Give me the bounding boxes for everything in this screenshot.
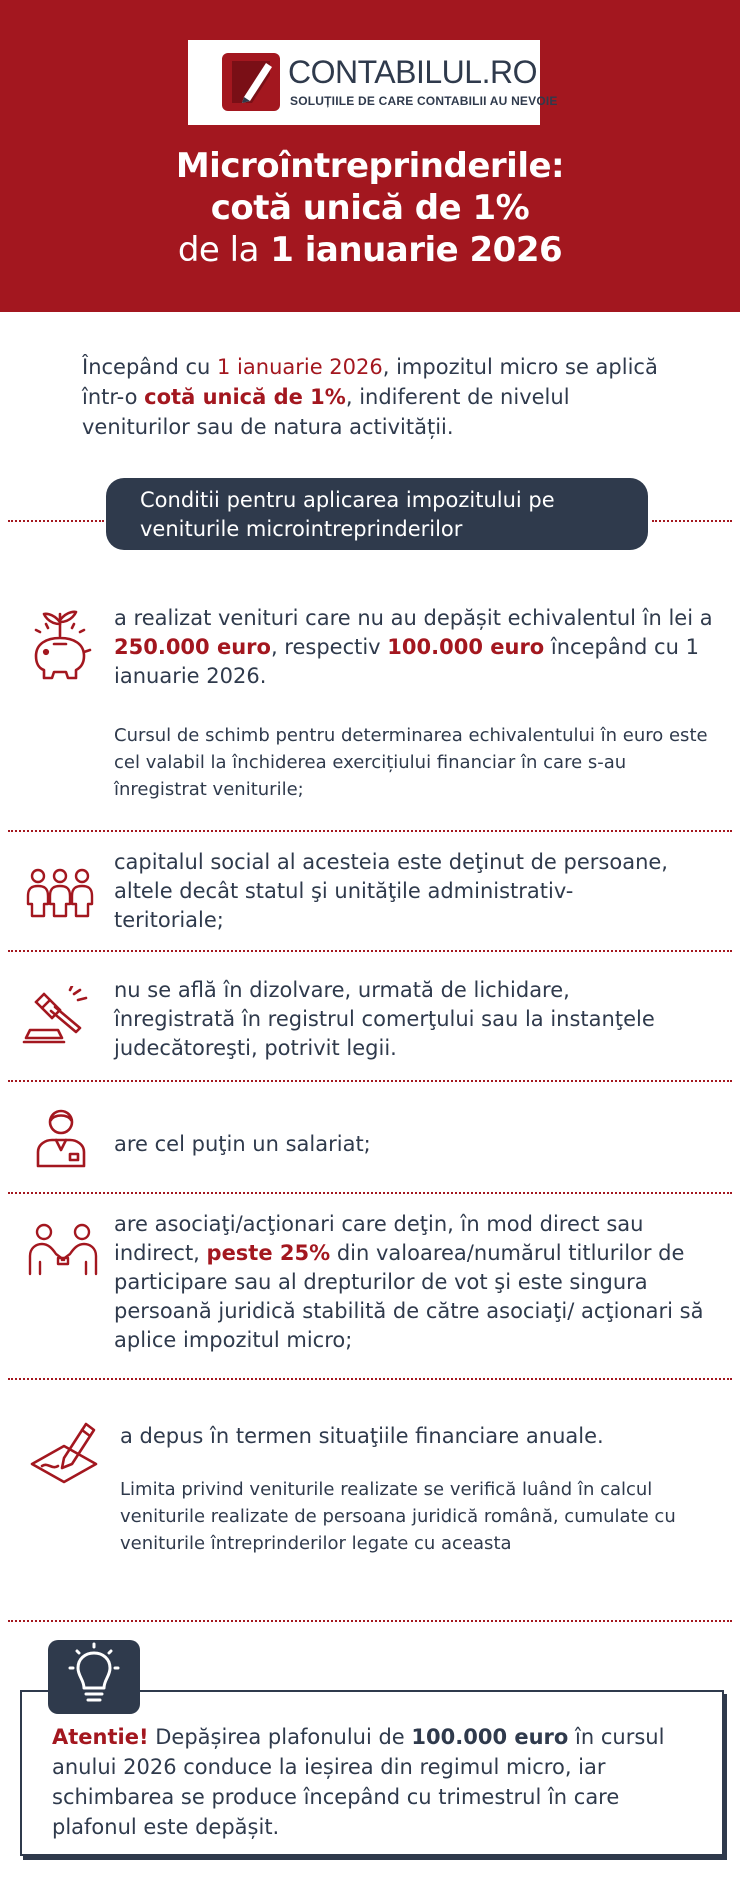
intro-text: , indiferent de nivelul veniturilor sau de natura activității. — [82, 385, 570, 439]
conditions-heading: Conditii pentru aplicarea impozitului pe veniturile microintreprinderilor — [106, 478, 648, 550]
amount-highlight: 100.000 euro — [387, 635, 545, 659]
intro-text: , impozitul micro se aplică într-o — [82, 355, 658, 409]
amount-highlight: 250.000 euro — [114, 635, 271, 659]
logo-mark-icon — [222, 53, 280, 111]
divider — [8, 950, 732, 952]
alert-body: în cursul anului 2026 conduce la ieșirea din regimul micro, iar schimbarea se produce începând cu trimestrul în care plafonul este depășit. — [52, 1725, 665, 1839]
condition-text: are asociaţi/acţionari care deţin, în mod direct sau indirect, — [114, 1212, 644, 1265]
condition-6-text: a depus în termen situaţiile financiare anuale. — [120, 1424, 604, 1448]
logo-name: CONTABILUL.RO — [288, 54, 537, 90]
alert-amount: 100.000 euro — [411, 1725, 569, 1749]
title-line-3-date: 1 ianuarie 2026 — [270, 230, 563, 270]
divider — [652, 520, 732, 522]
intro-date: 1 ianuarie 2026 — [217, 355, 383, 379]
divider — [8, 830, 732, 832]
divider — [8, 520, 104, 522]
header-banner — [0, 0, 740, 312]
title-line-3-prefix: de la — [177, 230, 259, 270]
piggy-bank-plant-icon — [24, 606, 96, 684]
condition-4-text: are cel puţin un salariat; — [114, 1132, 371, 1156]
condition-1-note: Cursul de schimb pentru determinarea echivalentului în euro este cel valabil la închiderea exercițiului financiar în care s-au înregistrat veniturile; — [114, 725, 708, 800]
intro-rate: cotă unică de 1% — [144, 385, 346, 409]
alert-label: Atentie! — [52, 1725, 149, 1749]
condition-6-note: Limita privind veniturile realizate se verifică luând în calcul veniturile realizate de persoana juridică română, cumulate cu veniturile întreprinderilor legate cu aceasta — [120, 1479, 676, 1554]
percent-highlight: peste 25% — [206, 1241, 331, 1265]
intro-paragraph — [82, 352, 682, 442]
condition-3-text: nu se află în dizolvare, urmată de lichidare, înregistrată în registrul comerţului sau la instanţele judecătoreşti, potrivit legii. — [114, 978, 655, 1060]
title-line-2: cotă unică de 1% — [210, 188, 530, 228]
people-group-icon — [24, 866, 96, 918]
employee-icon — [34, 1106, 88, 1168]
condition-text: din valoarea/numărul titlurilor de participare sau al drepturilor de vot şi este singura persoană juridică stabilită de către asociaţi/ acţionari să aplice impozitul micro; — [114, 1241, 704, 1352]
divider — [8, 1192, 732, 1194]
condition-text: , respectiv — [270, 635, 388, 659]
condition-1-text — [114, 604, 714, 691]
title-line-1: Microîntreprinderile: — [175, 146, 565, 186]
alert-badge — [48, 1640, 140, 1714]
divider — [8, 1378, 732, 1380]
alert-text — [52, 1722, 692, 1842]
alert-body: Depășirea plafonului de — [148, 1725, 412, 1749]
condition-text: a realizat venituri care nu au depășit echivalentul în lei a — [114, 606, 713, 630]
intro-text: Începând cu — [82, 355, 218, 379]
logo[interactable] — [188, 40, 558, 125]
lightbulb-icon — [48, 1640, 140, 1714]
condition-5-text — [114, 1210, 714, 1355]
gavel-icon — [22, 986, 98, 1050]
condition-text: începând cu 1 ianuarie 2026. — [114, 635, 699, 688]
divider — [8, 1620, 732, 1622]
pen-signature-icon — [28, 1418, 100, 1490]
divider — [8, 1080, 732, 1082]
logo-tagline: SOLUȚIILE DE CARE CONTABILII AU NEVOIE — [290, 94, 558, 108]
partners-handshake-icon — [28, 1222, 98, 1276]
title-line-3 — [0, 230, 740, 270]
condition-2-text: capitalul social al acesteia este deţinut de persoane, altele decât statul şi unităţile administrativ-teritoriale; — [114, 850, 668, 932]
